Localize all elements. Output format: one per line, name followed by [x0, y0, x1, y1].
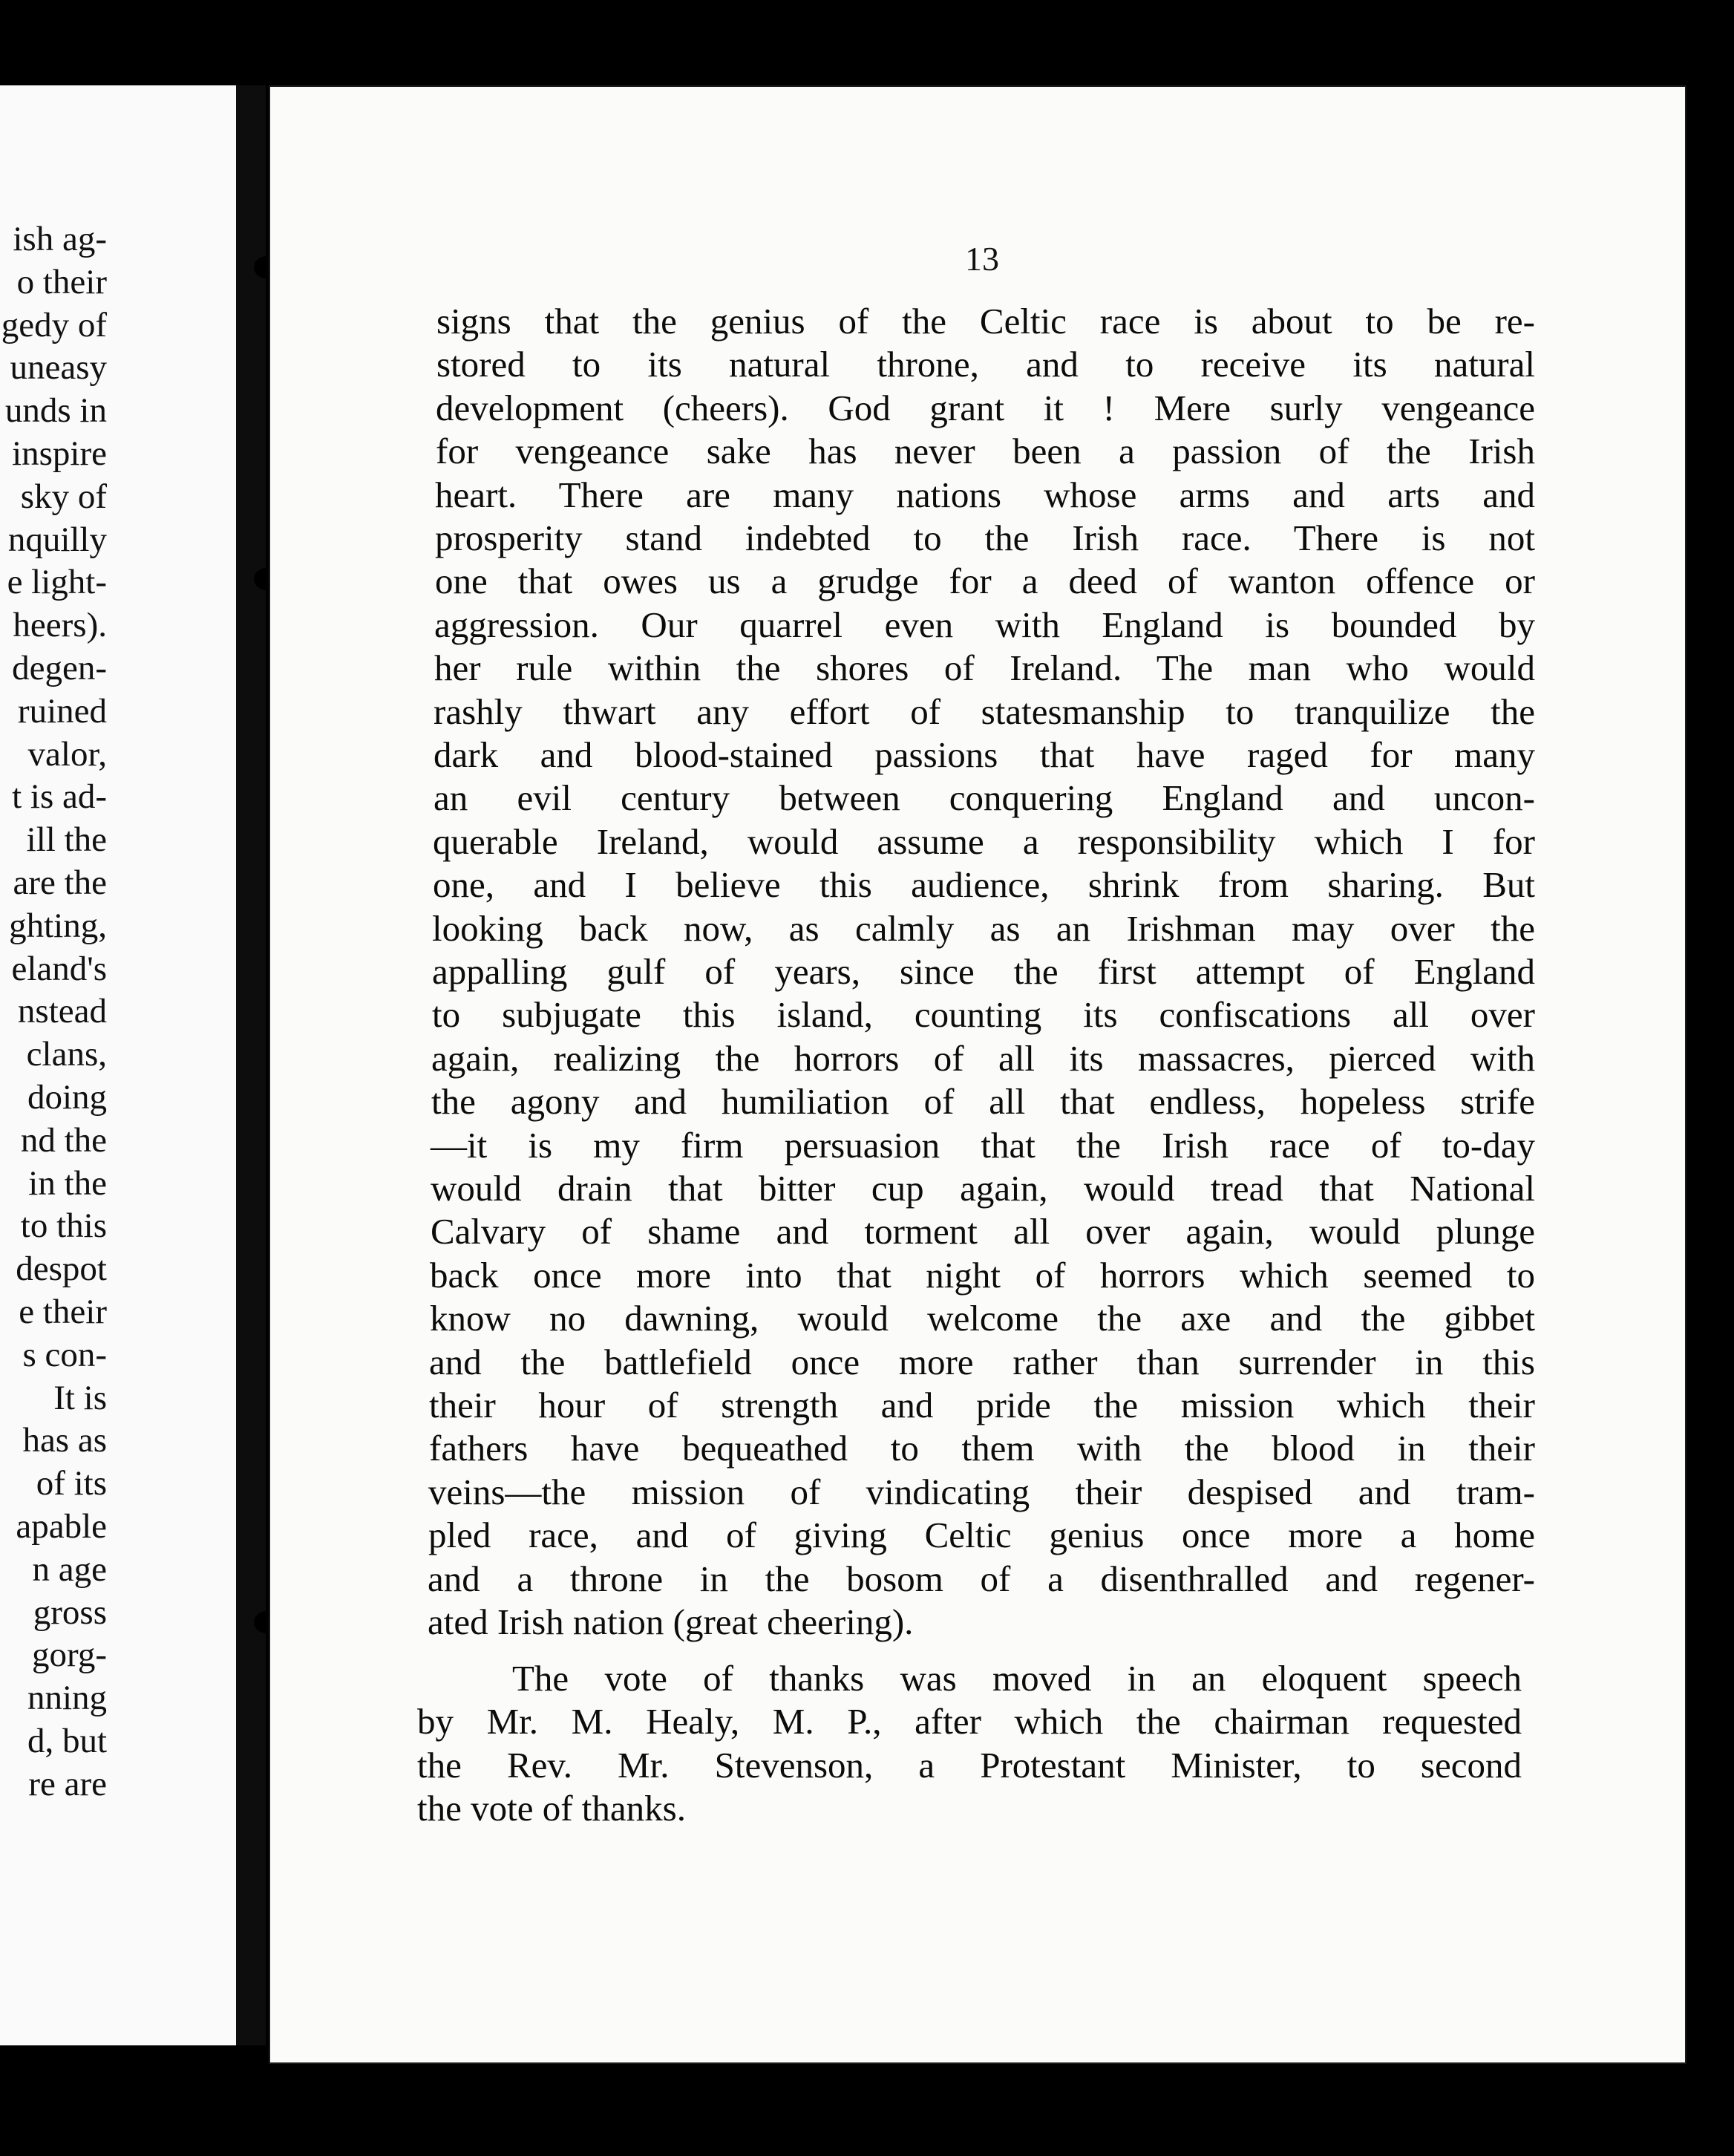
left-page-line: of its	[36, 1464, 107, 1503]
text-line: back once more into that night of horrors which seemed to	[430, 1254, 1535, 1296]
text-line: looking back now, as calmly as an Irishman may over the	[432, 907, 1535, 949]
text-line: and a throne in the bosom of a disenthralled and regener-	[428, 1558, 1535, 1599]
text-line: stored to its natural throne, and to receive its natural	[436, 344, 1535, 385]
text-line: their hour of strength and pride the mission which their	[429, 1385, 1535, 1425]
left-page-line: to this	[20, 1206, 107, 1246]
text-line: again, realizing the horrors of all its massacres, pierced with	[431, 1037, 1535, 1079]
left-page-line: has as	[22, 1421, 107, 1460]
text-line: —it is my firm persuasion that the Irish race of to-day	[431, 1124, 1535, 1166]
binding-gutter	[236, 85, 266, 2045]
left-page-line: t is ad-	[12, 777, 107, 817]
text-line: the agony and humiliation of all that endless, hopeless strife	[431, 1081, 1535, 1123]
page-number: 13	[965, 240, 999, 278]
text-line: her rule within the shores of Ireland. The man who would	[434, 647, 1535, 689]
text-line: by Mr. M. Healy, M. P., after which the chairman requested	[417, 1701, 1522, 1742]
text-line: veins—the mission of vindicating their despised and tram-	[428, 1471, 1535, 1512]
text-line: The vote of thanks was moved in an eloquent speech	[512, 1658, 1522, 1699]
left-page-line: inspire	[12, 434, 107, 473]
text-line: to subjugate this island, counting its confiscations all over	[432, 994, 1535, 1036]
text-line: the vote of thanks.	[417, 1788, 686, 1829]
left-page-line: It is	[53, 1378, 107, 1417]
left-page-line: n age	[32, 1549, 107, 1589]
text-line: rashly thwart any effort of statesmanship to tranquilize the	[434, 690, 1535, 732]
text-line: signs that the genius of the Celtic race is about to be re-	[436, 301, 1535, 342]
text-line: ated Irish nation (great cheering).	[428, 1601, 914, 1642]
left-page-line: heers).	[13, 606, 107, 645]
left-page-line: despot	[16, 1250, 107, 1289]
left-page-line: ruined	[17, 691, 107, 731]
left-page-line: e their	[19, 1293, 107, 1331]
left-page-line: ghting,	[9, 906, 107, 945]
left-page-line: gorg-	[32, 1636, 107, 1675]
left-page-line: nning	[27, 1679, 107, 1718]
left-page-line: are the	[13, 863, 107, 902]
left-page-line: eland's	[11, 949, 107, 988]
left-page-line: o their	[16, 262, 107, 301]
text-line: aggression. Our quarrel even with England is bounded by	[434, 604, 1535, 645]
left-page-line: re are	[28, 1764, 107, 1803]
left-page-line: nquilly	[7, 520, 107, 559]
left-page-line: uneasy	[10, 348, 107, 388]
text-line: and the battlefield once more rather than surrender in this	[429, 1341, 1535, 1382]
left-page-line: s con-	[22, 1335, 107, 1374]
text-line: Calvary of shame and torment all over again, would plunge	[431, 1211, 1535, 1252]
left-page-line: gross	[33, 1592, 107, 1632]
left-page-line: unds in	[4, 391, 107, 431]
text-line: the Rev. Mr. Stevenson, a Protestant Minister, to second	[417, 1744, 1522, 1786]
text-line: heart. There are many nations whose arms and arts and	[435, 474, 1535, 515]
left-page-line: nstead	[17, 992, 107, 1031]
text-line: an evil century between conquering England and uncon-	[434, 777, 1535, 819]
text-line: would drain that bitter cup again, would tread that National	[431, 1168, 1535, 1209]
left-page-line: gedy of	[1, 305, 107, 344]
text-line: fathers have bequeathed to them with the blood in their	[429, 1428, 1535, 1469]
left-page-line: d, but	[27, 1722, 107, 1760]
left-page-line: in the	[28, 1163, 107, 1203]
left-page-line: ill the	[26, 820, 107, 860]
left-page-line: nd the	[20, 1120, 107, 1160]
text-line: pled race, and of giving Celtic genius once more a home	[428, 1515, 1535, 1556]
left-page-line: apable	[16, 1507, 107, 1546]
left-page-line: clans,	[26, 1035, 107, 1074]
text-line: dark and blood-stained passions that have raged for many	[434, 734, 1535, 775]
left-page-line: doing	[27, 1078, 107, 1117]
text-line: querable Ireland, would assume a responsibility which I for	[433, 820, 1535, 862]
left-page-line: degen-	[12, 649, 107, 687]
text-line: know no dawning, would welcome the axe and the gibbet	[430, 1298, 1535, 1339]
text-line: appalling gulf of years, since the first attempt of England	[432, 951, 1535, 992]
left-page-line: e light-	[7, 563, 107, 602]
left-page-line: ish ag-	[13, 220, 107, 258]
text-line: one, and I believe this audience, shrink from sharing. But	[433, 864, 1535, 906]
left-page-line: sky of	[20, 477, 107, 516]
previous-page-fragment	[0, 85, 236, 2045]
left-page-line: valor,	[27, 734, 107, 774]
text-line: for vengeance sake has never been a passion of the Irish	[436, 431, 1535, 472]
text-line: development (cheers). God grant it ! Mere surly vengeance	[436, 387, 1535, 428]
text-line: one that owes us a grudge for a deed of wanton offence or	[435, 561, 1535, 602]
text-line: prosperity stand indebted to the Irish race. There is not	[435, 517, 1535, 558]
